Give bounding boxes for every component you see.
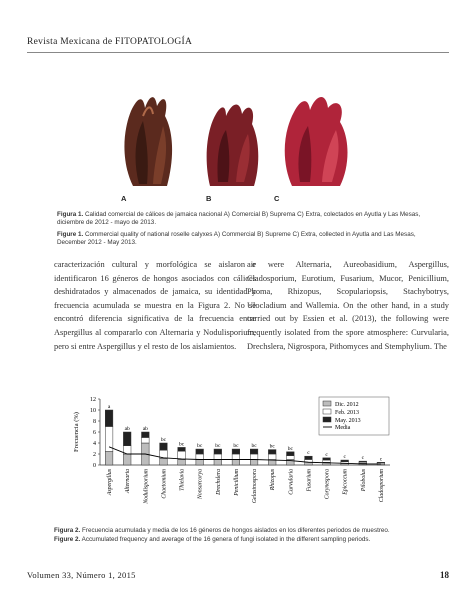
body-left-column: caracterización cultural y morfológica se aislaron e identificaron 16 géneros de hongos asociados con cálices deshidratados y almacenados de jamaica, su identidad y frecuencia acumulada se muestra en la Figura 2. No se encontró diferencia significativa de la frecuencia entre Aspergillus al compararlo con Alternaria y Nodulisporium, pero si entre Aspergillus y el resto de los aislamientos.	[54, 260, 256, 351]
category-label: Gelasinospora	[252, 469, 259, 504]
bar-segment	[250, 460, 258, 466]
bar-segment	[105, 451, 113, 465]
bar-segment	[142, 432, 150, 438]
legend-swatch	[323, 417, 331, 422]
significance-letter: c	[379, 456, 383, 463]
legend-label: Feb. 2013	[335, 410, 359, 416]
figure1-caption-es-text: Calidad comercial de cálices de jamaica nacional A) Comercial B) Suprema C) Extra, colectados en Ayutla y Las Mesas, diciembre de 2012 - mayo de 2013.	[57, 211, 421, 226]
header-rule	[27, 52, 449, 53]
figure2-caption-es-text: Frecuencia acumulada y media de los 16 géneros de hongos aislados en los diferentes periodos de muestreo.	[82, 527, 390, 534]
bar-segment	[196, 454, 204, 460]
panel-label-a: A	[121, 194, 127, 203]
category-label: Corynespora	[324, 469, 331, 500]
bar-segment	[105, 410, 113, 427]
category-label: Aspergillus	[107, 469, 114, 496]
bar-segment	[377, 462, 385, 463]
bar-segment	[196, 460, 204, 466]
bar-segment	[305, 456, 313, 459]
significance-letter: ab	[142, 426, 148, 432]
category-label: Nodulisporium	[143, 469, 150, 504]
frequency-chart	[68, 393, 398, 523]
category-label: Epicoccum	[342, 469, 349, 495]
bar-segment	[232, 460, 240, 466]
figure2-caption-en	[54, 536, 434, 544]
bar-segment	[214, 460, 222, 466]
category-label: Alternaria	[125, 469, 132, 494]
legend-label: Dic. 2012	[335, 402, 359, 408]
category-label: Curvularia	[288, 469, 295, 495]
figure2-caption-en-text: Accumulated frequency and average of the 16 genera of fungi isolated in the different sampling periods.	[81, 536, 371, 543]
bar-segment	[123, 454, 131, 465]
y-axis-label: Frecuencia (%)	[73, 412, 80, 452]
page-number: 18	[440, 570, 449, 580]
figure2-caption-en-label: Figure 2.	[54, 536, 81, 543]
bar-segment	[214, 449, 222, 454]
figure1-caption-es-label: Figura 1.	[57, 211, 84, 218]
significance-letter: bc	[287, 445, 293, 452]
bar-segment	[214, 454, 222, 460]
legend-label: Media	[335, 425, 351, 431]
category-label: Rhizopus	[270, 469, 277, 491]
bar-segment	[160, 443, 168, 450]
y-tick-label: 4	[93, 441, 96, 447]
y-tick-label: 2	[93, 452, 96, 458]
significance-letter: bc	[251, 443, 257, 450]
category-label: Drechslera	[215, 469, 222, 495]
figure1-caption-en	[57, 231, 429, 247]
panel-label-c: C	[274, 194, 280, 203]
y-tick-label: 12	[90, 397, 96, 403]
figure1-caption-en-label: Figure 1.	[57, 231, 84, 238]
photo-commercial-calyx	[103, 86, 195, 190]
bar-segment	[359, 461, 367, 462]
category-label: Penicillium	[233, 469, 240, 496]
bar-segment	[178, 447, 186, 451]
category-label: Cladosporium	[378, 469, 385, 503]
y-tick-label: 6	[93, 430, 96, 436]
significance-letter: bc	[160, 437, 167, 443]
figure1-caption-en-text: Commercial quality of national roselle calyxes A) Commercial B) Supreme C) Extra, collected in Ayutla and Las Mesas, December 2012 - May 2013.	[57, 231, 416, 246]
bar-segment	[160, 458, 168, 465]
legend-label: May. 2013	[335, 418, 361, 424]
mean-line	[109, 447, 381, 464]
bar-segment	[123, 432, 131, 446]
bar-segment	[232, 449, 240, 454]
bar-segment	[232, 454, 240, 460]
significance-letter: bc	[269, 443, 275, 450]
footer-volume: Volumen 33, Número 1, 2015	[27, 570, 136, 580]
significance-letter: bc	[233, 443, 239, 450]
bar-segment	[250, 449, 258, 454]
significance-letter: a	[107, 404, 111, 410]
significance-letter: bc	[178, 441, 185, 448]
bar-segment	[323, 458, 331, 460]
significance-letter: c	[307, 450, 310, 457]
bar-segment	[287, 452, 295, 456]
photo-extra-calyx	[270, 86, 360, 190]
y-tick-label: 10	[90, 408, 96, 414]
category-label: Nonsarcorya	[197, 469, 204, 500]
significance-letter: bc	[215, 443, 221, 450]
body-right-column: air were Alternaria, Aureobasidium, Aspergillus, Cladosporium, Eurotium, Fusarium, Mucor, Penicillium, Phoma, Rhizopus, Scopulariopsis, Stachybotrys, Ulocladium and Wallemia. On the other hand, in a study carried out by Essien et al. (2013), the following were frequently isolated from the spore atmosphere: Curvularia, Drechslera, Nigrospora, Pithomyces and Stemphylium. The	[247, 260, 449, 351]
category-label: Fusarium	[306, 469, 313, 492]
figure1-caption-es	[57, 211, 429, 227]
bar-segment	[196, 449, 204, 454]
bar-segment	[178, 460, 186, 466]
significance-letter: ab	[124, 426, 130, 432]
bar-segment	[178, 451, 186, 459]
bar-segment	[287, 456, 295, 460]
figure2-caption-es	[54, 527, 434, 535]
significance-letter: c	[361, 455, 365, 462]
photo-supreme-calyx	[196, 86, 270, 190]
bar-segment	[341, 460, 349, 462]
panel-label-b: B	[206, 194, 212, 203]
legend-swatch	[323, 401, 331, 406]
category-label: Thielavia	[179, 469, 186, 491]
bar-segment	[268, 450, 276, 454]
bar-segment	[142, 438, 150, 444]
bar-segment	[268, 454, 276, 460]
legend-swatch	[323, 409, 331, 414]
bar-segment	[250, 454, 258, 460]
significance-letter: c	[343, 454, 346, 461]
figure2-caption-es-label: Figura 2.	[54, 527, 81, 534]
y-tick-label: 8	[93, 419, 96, 425]
bar-segment	[323, 460, 331, 462]
category-label: Chaetomium	[161, 469, 168, 499]
significance-letter: bc	[197, 443, 203, 450]
journal-header: Revista Mexicana de FITOPATOLOGÍA	[27, 37, 193, 47]
category-label: Pilobolus	[360, 469, 367, 492]
significance-letter: c	[325, 451, 328, 458]
y-tick-label: 0	[93, 463, 96, 469]
